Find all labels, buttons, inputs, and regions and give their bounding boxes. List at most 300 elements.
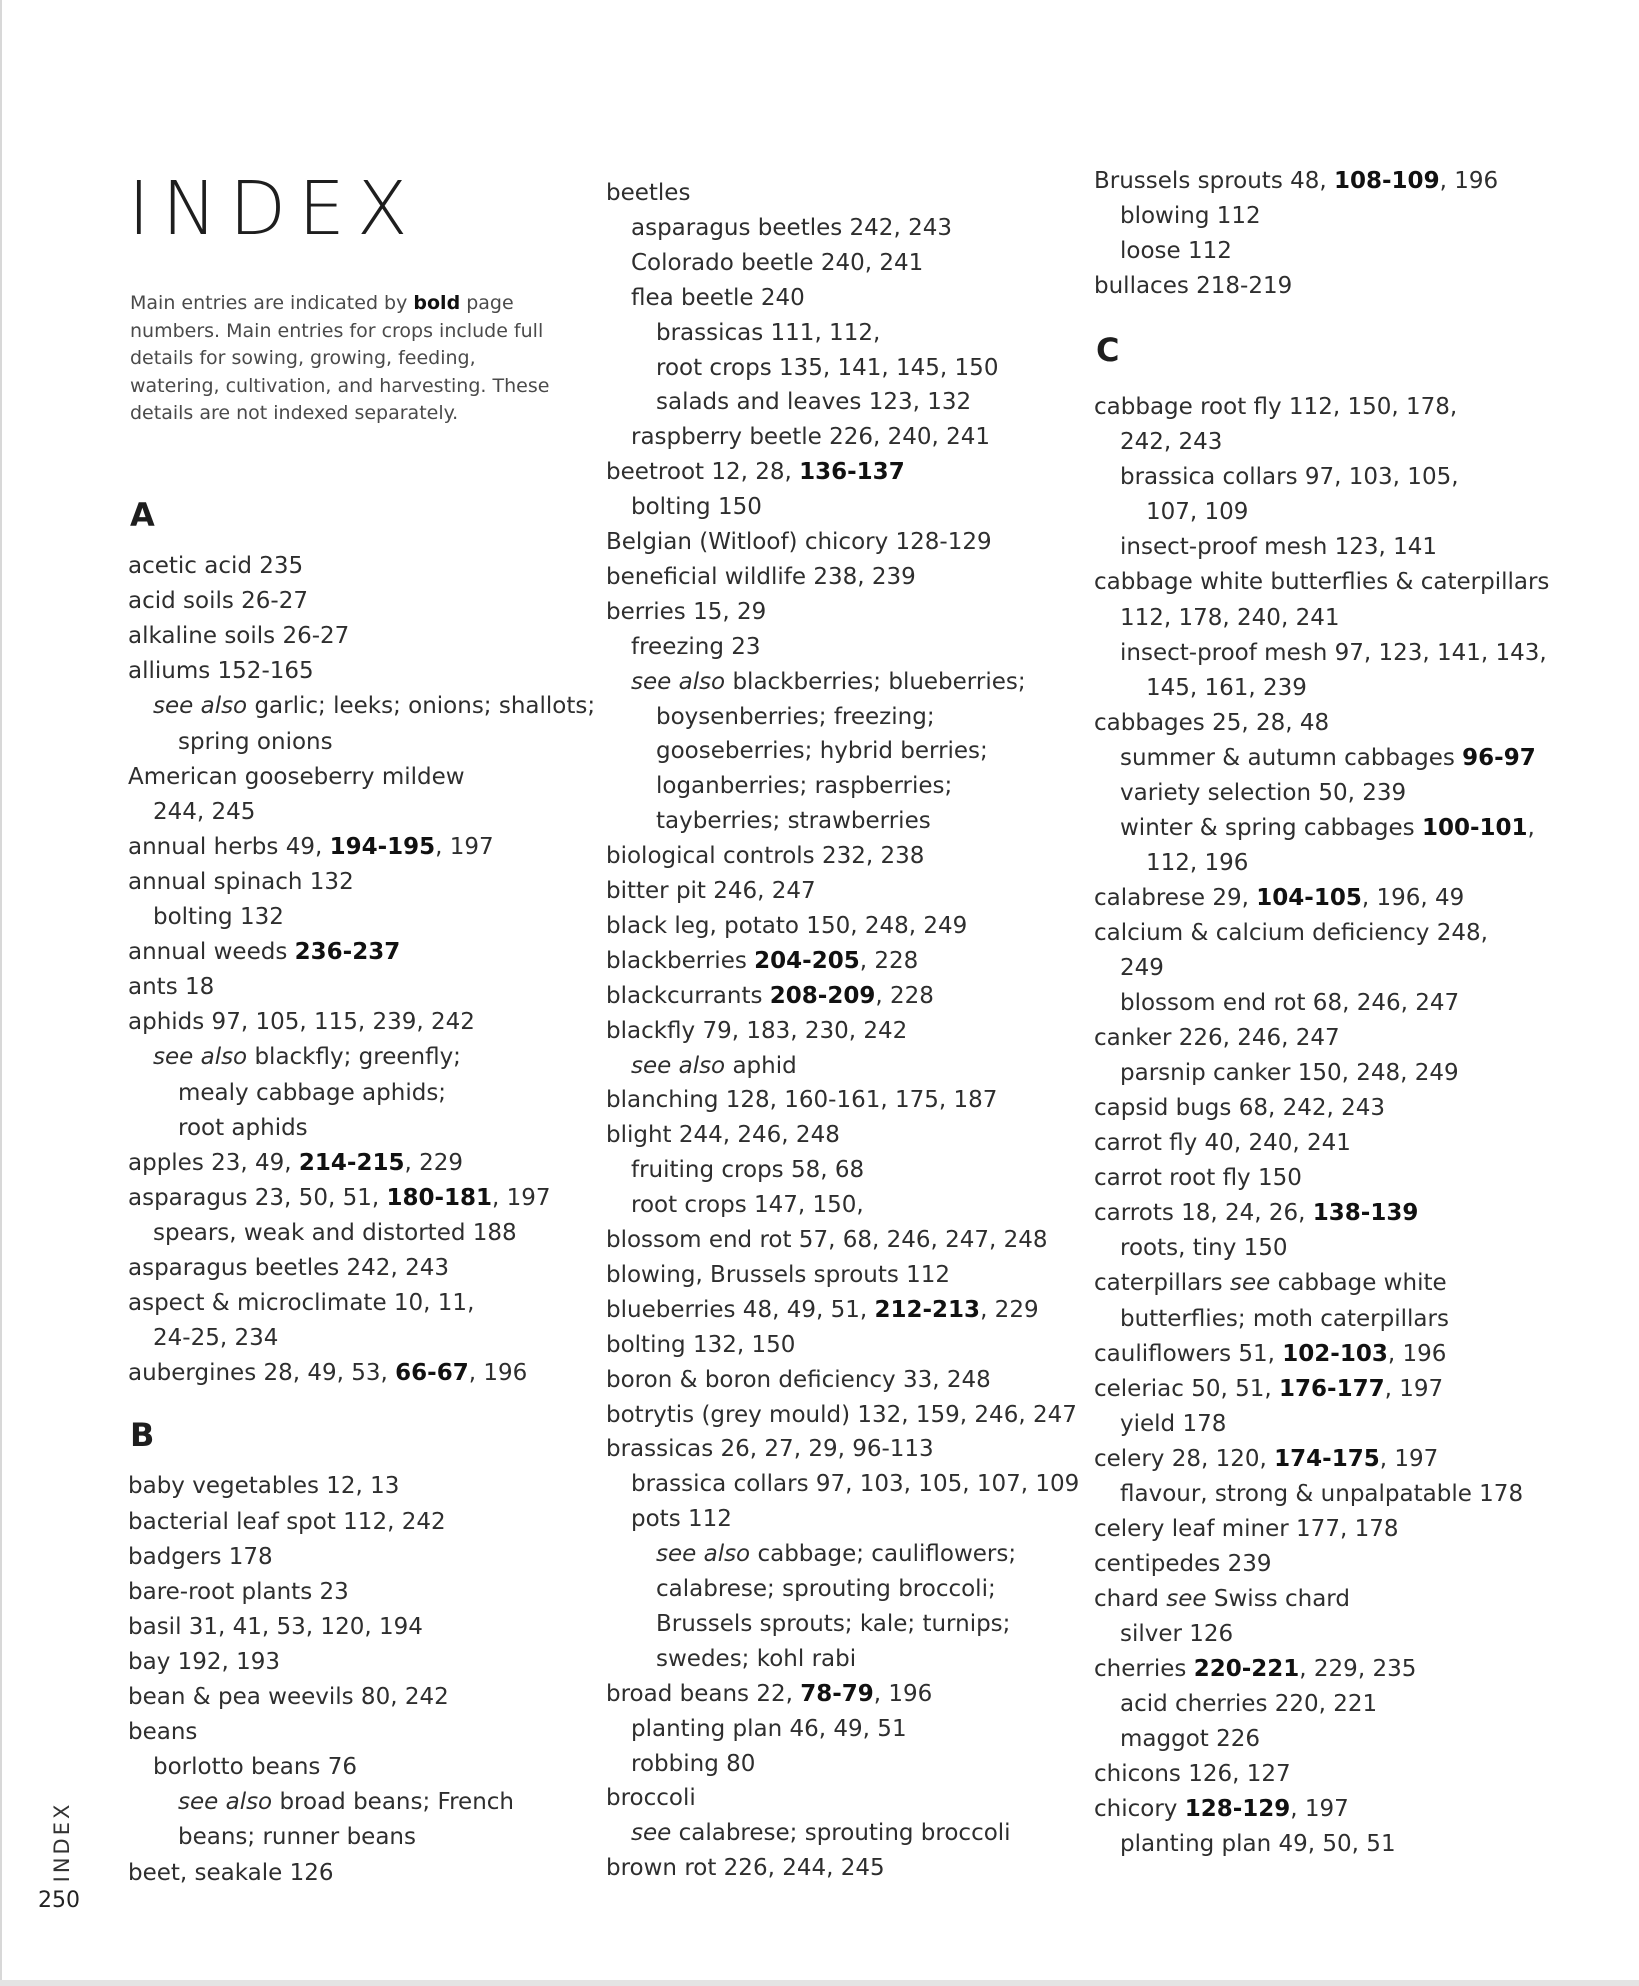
index-subentry (631, 213, 952, 243)
entry-text: calabrese 29, (1094, 884, 1257, 911)
bold-page-ref: 208-209 (769, 982, 876, 1009)
entry-text: alkaline soils 26-27 (128, 623, 350, 650)
index-entry (1094, 1444, 1438, 1474)
index-entry (1094, 1268, 1447, 1298)
entry-text: blackfly; greenfly; (247, 1044, 461, 1071)
index-subentry (153, 691, 595, 721)
entry-text: badgers 178 (128, 1543, 273, 1570)
index-subentry (1120, 988, 1459, 1018)
index-entry (128, 621, 349, 651)
entry-text: , 229 (980, 1296, 1039, 1323)
bold-page-ref: 180-181 (386, 1184, 493, 1211)
bold-page-ref: 174-175 (1274, 1445, 1380, 1472)
entry-text: acetic acid 235 (128, 553, 304, 579)
entry-text: borlotto beans 76 (153, 1754, 357, 1781)
index-entry (128, 1471, 399, 1501)
index-entry (1094, 1128, 1351, 1158)
entry-text: summer & autumn cabbages (1120, 744, 1463, 771)
entry-text: brassicas 111, 112, (656, 319, 881, 346)
entry-text: alliums 152-165 (128, 658, 314, 685)
bold-page-ref: 108-109 (1334, 168, 1440, 194)
index-subentry (631, 248, 923, 278)
index-subentry (631, 1155, 864, 1185)
entry-text: bay 192, 193 (128, 1648, 281, 1675)
index-entry (128, 937, 400, 967)
entry-text: , 196, 49 (1361, 884, 1465, 911)
entry-text: bolting 132, 150 (606, 1331, 796, 1358)
bold-page-ref: 104-105 (1256, 884, 1362, 911)
entry-text: ants 18 (128, 974, 215, 1001)
index-entry (606, 1783, 696, 1813)
cross-reference-label: see (631, 1820, 672, 1847)
entry-text: blueberries 48, 49, 51, (606, 1296, 875, 1323)
bold-page-ref: 102-103 (1282, 1340, 1388, 1367)
index-subentry (178, 1078, 446, 1108)
entry-text: acid soils 26-27 (128, 588, 309, 615)
index-entry (128, 1647, 280, 1677)
entry-text: annual spinach 132 (128, 868, 354, 895)
index-subentry (1120, 236, 1232, 266)
index-subentry (656, 702, 935, 732)
index-subentry (656, 353, 998, 383)
entry-text: capsid bugs 68, 242, 243 (1094, 1095, 1386, 1122)
index-subentry (1120, 1409, 1226, 1439)
entry-text: blossom end rot 68, 246, 247 (1120, 990, 1460, 1017)
index-entry (1094, 1654, 1416, 1684)
entry-text: , 228 (875, 982, 934, 1009)
index-entry (128, 1148, 463, 1178)
entry-text: Brussels sprouts; kale; turnips; (656, 1610, 1011, 1637)
entry-text: variety selection 50, 239 (1120, 779, 1407, 806)
entry-text: 249 (1120, 955, 1164, 981)
entry-text: Swiss chard (1206, 1585, 1350, 1612)
entry-text: annual weeds (128, 939, 295, 966)
intro-text-start: Main entries are indicated by (130, 292, 414, 314)
index-entry (128, 832, 494, 862)
index-entry (128, 1007, 475, 1037)
entry-text: blackberries (606, 947, 755, 974)
entry-text: aphid (725, 1052, 797, 1079)
entry-text: Colorado beetle 240, 241 (631, 249, 924, 276)
bold-page-ref: 176-177 (1279, 1375, 1385, 1402)
index-subentry (153, 902, 284, 932)
index-entry (1094, 271, 1292, 301)
index-entry (1094, 883, 1464, 913)
index-subentry (656, 1574, 996, 1604)
index-entry (606, 981, 934, 1011)
index-entry (1094, 918, 1488, 948)
entry-text: bean & pea weevils 80, 242 (128, 1684, 449, 1710)
entry-text: beneficial wildlife 238, 239 (606, 563, 916, 590)
index-subentry (1120, 778, 1406, 808)
entry-text: parsnip canker 150, 248, 249 (1120, 1060, 1459, 1087)
index-entry (1094, 166, 1498, 196)
page-title: INDEX (128, 166, 420, 252)
intro-note (130, 290, 550, 428)
entry-text: silver 126 (1120, 1620, 1234, 1647)
entry-text: cabbage white (1270, 1270, 1447, 1297)
entry-text: winter & spring cabbages (1120, 814, 1422, 841)
bold-page-ref: 236-237 (294, 939, 401, 966)
intro-text-bold: bold (413, 292, 461, 314)
entry-text: blossom end rot 57, 68, 246, 247, 248 (606, 1227, 1048, 1253)
entry-text: calabrese; sprouting broccoli (671, 1820, 1011, 1847)
index-entry (606, 527, 992, 557)
entry-text: calabrese; sprouting broccoli; (656, 1576, 996, 1602)
cross-reference-label: see also (631, 1052, 726, 1079)
index-entry (606, 841, 924, 871)
entry-text: , (1527, 814, 1535, 841)
index-subentry (656, 736, 988, 766)
entry-text: boysenberries; freezing; (656, 703, 935, 730)
entry-text: cauliflowers 51, (1094, 1340, 1283, 1367)
index-subentry (153, 797, 255, 827)
index-entry (1094, 1549, 1271, 1579)
index-subentry (631, 283, 805, 313)
cross-reference-label: see also (178, 1789, 273, 1816)
index-subentry (1120, 1829, 1396, 1859)
index-entry (128, 551, 303, 581)
index-entry (1094, 392, 1457, 422)
index-subentry (1120, 603, 1339, 633)
index-subentry (153, 1752, 357, 1782)
entry-text: , 196 (468, 1360, 528, 1387)
entry-text: calcium & calcium deficiency 248, (1094, 919, 1488, 946)
entry-text: , 196 (1387, 1340, 1447, 1367)
entry-text: bare-root plants 23 (128, 1578, 349, 1605)
index-subentry (1120, 201, 1261, 231)
entry-text: , 196 (1439, 168, 1499, 194)
section-letter-c: C (1096, 331, 1120, 370)
index-entry (128, 867, 354, 897)
entry-text: , 197 (1290, 1796, 1349, 1823)
entry-text: beans (128, 1719, 198, 1746)
entry-text: blackcurrants (606, 982, 770, 1009)
index-subentry (1120, 813, 1535, 843)
entry-text: broad beans 22, (606, 1680, 801, 1707)
entry-text: basil 31, 41, 53, 120, 194 (128, 1613, 423, 1640)
entry-text: blackfly 79, 183, 230, 242 (606, 1017, 908, 1044)
entry-text: bolting 150 (631, 494, 762, 521)
entry-text: , 229, 235 (1299, 1656, 1417, 1682)
bold-page-ref: 194-195 (329, 833, 436, 860)
index-entry (128, 1577, 349, 1607)
index-entry (606, 178, 690, 208)
index-entry (1094, 1339, 1446, 1369)
index-subentry (656, 806, 931, 836)
entry-text: blanching 128, 160-161, 175, 187 (606, 1087, 998, 1114)
entry-text: brown rot 226, 244, 245 (606, 1855, 885, 1882)
index-subentry (1120, 1724, 1260, 1754)
index-subentry (178, 1787, 514, 1817)
entry-text: annual herbs 49, (128, 833, 330, 860)
index-subentry (153, 1042, 461, 1072)
entry-text: garlic; leeks; onions; shallots; (247, 693, 596, 720)
entry-text: , 197 (1384, 1375, 1444, 1402)
index-subentry (153, 1218, 517, 1248)
entry-text: caterpillars (1094, 1270, 1230, 1297)
index-entry (606, 457, 905, 487)
entry-text: boron & boron deficiency 33, 248 (606, 1366, 991, 1393)
bold-page-ref: 78-79 (800, 1680, 874, 1707)
index-entry (128, 1183, 551, 1213)
index-entry (1094, 1794, 1349, 1824)
entry-text: Belgian (Witloof) chicory 128-129 (606, 529, 992, 555)
entry-text: biological controls 232, 238 (606, 843, 925, 870)
index-subentry (178, 1113, 308, 1143)
cross-reference-label: see also (153, 693, 248, 720)
index-entry (606, 1679, 932, 1709)
entry-text: canker 226, 246, 247 (1094, 1025, 1340, 1052)
index-subentry (631, 1714, 907, 1744)
index-entry (1094, 1514, 1398, 1544)
entry-text: cabbage; cauliflowers; (750, 1541, 1017, 1568)
entry-text: root crops 147, 150, (631, 1192, 864, 1219)
entry-text: aspect & microclimate 10, 11, (128, 1290, 475, 1317)
entry-text: butterflies; moth caterpillars (1120, 1305, 1449, 1332)
bold-page-ref: 96-97 (1462, 744, 1536, 771)
index-subentry (1120, 1479, 1523, 1509)
entry-text: Brussels sprouts 48, (1094, 168, 1334, 194)
entry-text: loose 112 (1120, 238, 1232, 265)
entry-text: black leg, potato 150, 248, 249 (606, 912, 968, 939)
entry-text: gooseberries; hybrid berries; (656, 738, 988, 765)
index-subentry (1120, 1233, 1288, 1263)
index-subentry (1120, 427, 1222, 457)
index-subentry (1120, 1058, 1459, 1088)
entry-text: freezing 23 (631, 633, 761, 660)
index-entry (128, 656, 314, 686)
entry-text: planting plan 46, 49, 51 (631, 1715, 907, 1742)
index-subentry (631, 492, 762, 522)
entry-text: carrots 18, 24, 26, (1094, 1200, 1313, 1227)
entry-text: baby vegetables 12, 13 (128, 1473, 400, 1500)
entry-text: spears, weak and distorted 188 (153, 1219, 517, 1246)
index-subentry (1120, 532, 1437, 562)
index-entry (606, 1225, 1048, 1255)
entry-text: yield 178 (1120, 1410, 1227, 1437)
bold-page-ref: 128-129 (1184, 1796, 1291, 1823)
entry-text: American gooseberry mildew (128, 763, 465, 790)
entry-text: flavour, strong & unpalpatable 178 (1120, 1480, 1524, 1507)
index-subentry (631, 1051, 797, 1081)
entry-text: planting plan 49, 50, 51 (1120, 1831, 1396, 1858)
intro-text-end: page numbers. Main entries for crops include full details for sowing, growing, feeding, watering, cultivation, and harvesting. These details are not indexed separately. (130, 292, 550, 424)
entry-text: beet, seakale 126 (128, 1859, 334, 1886)
entry-text: robbing 80 (631, 1750, 756, 1777)
entry-text: loganberries; raspberries; (656, 773, 953, 800)
entry-text: bitter pit 246, 247 (606, 878, 816, 904)
index-entry (128, 1717, 197, 1747)
entry-text: broad beans; French (272, 1789, 514, 1816)
entry-text: roots, tiny 150 (1120, 1235, 1288, 1262)
index-subentry (656, 1539, 1016, 1569)
bold-page-ref: 136-137 (799, 459, 905, 486)
entry-text: blight 244, 246, 248 (606, 1122, 840, 1149)
index-entry (1094, 1093, 1385, 1123)
entry-text: blackberries; blueberries; (725, 668, 1026, 695)
index-subentry (1120, 1304, 1449, 1334)
section-letter-a: A (130, 496, 155, 534)
index-entry (1094, 708, 1329, 738)
entry-text: bullaces 218-219 (1094, 273, 1293, 300)
index-subentry (1120, 953, 1164, 983)
index-entry (606, 1295, 1039, 1325)
index-subentry (656, 318, 880, 348)
entry-text: beetroot 12, 28, (606, 459, 800, 486)
index-subentry (178, 727, 333, 757)
side-running-head (42, 1790, 72, 1890)
bold-page-ref: 220-221 (1193, 1656, 1300, 1682)
index-entry (128, 586, 308, 616)
index-subentry (631, 1469, 1079, 1499)
index-subentry (656, 1609, 1010, 1639)
index-entry (128, 1253, 449, 1283)
entry-text: mealy cabbage aphids; (178, 1079, 447, 1106)
cross-reference-label: see also (153, 1044, 248, 1071)
index-entry (128, 1542, 273, 1572)
entry-text: carrot root fly 150 (1094, 1165, 1302, 1192)
index-subentry (656, 1644, 856, 1674)
entry-text: berries 15, 29 (606, 598, 767, 625)
entry-text: brassicas 26, 27, 29, 96-113 (606, 1436, 934, 1463)
entry-text: fruiting crops 58, 68 (631, 1157, 865, 1184)
index-entry (606, 1085, 997, 1115)
index-subentry (1120, 1689, 1377, 1719)
entry-text: 112, 196 (1146, 849, 1249, 876)
index-entry (606, 1853, 885, 1883)
index-entry (128, 762, 465, 792)
entry-text: insect-proof mesh 97, 123, 141, 143, (1120, 639, 1547, 666)
entry-text: blowing, Brussels sprouts 112 (606, 1261, 951, 1288)
entry-text: cabbage root fly 112, 150, 178, (1094, 394, 1458, 421)
index-entry (1094, 1163, 1302, 1193)
index-entry (606, 911, 967, 941)
entry-text: 244, 245 (153, 798, 256, 825)
entry-text: celery leaf miner 177, 178 (1094, 1515, 1399, 1542)
entry-text: flea beetle 240 (631, 284, 805, 311)
index-subentry (1120, 743, 1536, 773)
index-subentry (1120, 1619, 1233, 1649)
index-subentry (631, 422, 990, 452)
index-entry (1094, 1374, 1443, 1404)
entry-text: carrot fly 40, 240, 241 (1094, 1130, 1351, 1157)
entry-text: root aphids (178, 1114, 308, 1141)
entry-text: asparagus 23, 50, 51, (128, 1184, 387, 1211)
index-subentry (1120, 638, 1547, 668)
index-entry (606, 1260, 950, 1290)
entry-text: beans; runner beans (178, 1824, 416, 1851)
entry-text: , 228 (859, 947, 919, 974)
entry-text: chicory (1094, 1796, 1185, 1823)
entry-text: chard (1094, 1585, 1167, 1612)
entry-text: cabbages 25, 28, 48 (1094, 709, 1330, 736)
side-running-head-text: INDEX (50, 1801, 74, 1883)
index-entry (606, 1365, 991, 1395)
entry-text: , 197 (492, 1184, 551, 1211)
entry-text: root crops 135, 141, 145, 150 (656, 354, 999, 381)
page-bottom-edge (0, 1980, 1639, 1986)
index-entry (128, 1358, 527, 1388)
index-entry (606, 876, 816, 906)
entry-text: 107, 109 (1146, 499, 1249, 526)
entry-text: celeriac 50, 51, (1094, 1375, 1280, 1402)
index-entry (1094, 1759, 1291, 1789)
entry-text: asparagus beetles 242, 243 (631, 214, 952, 241)
entry-text: asparagus beetles 242, 243 (128, 1255, 449, 1281)
index-subentry (631, 1818, 1011, 1848)
page-number: 250 (38, 1888, 80, 1913)
bold-page-ref: 204-205 (754, 947, 860, 974)
entry-text: maggot 226 (1120, 1726, 1260, 1753)
cross-reference-label: see (1166, 1585, 1207, 1612)
index-subentry (1120, 462, 1459, 492)
index-subentry (178, 1822, 416, 1852)
entry-text: brassica collars 97, 103, 105, 107, 109 (631, 1471, 1080, 1498)
entry-text: , 197 (1379, 1445, 1439, 1472)
index-subentry (631, 632, 761, 662)
index-subentry (631, 1190, 864, 1220)
index-entry (606, 1400, 1077, 1430)
entry-text: , 196 (873, 1680, 933, 1707)
entry-text: celery 28, 120, (1094, 1445, 1275, 1472)
index-entry (128, 1288, 474, 1318)
entry-text: raspberry beetle 226, 240, 241 (631, 424, 991, 451)
index-subentry (631, 1749, 755, 1779)
cross-reference-label: see also (656, 1541, 751, 1568)
index-subentry (153, 1323, 278, 1353)
index-entry (606, 1016, 907, 1046)
entry-text: beetles (606, 180, 691, 206)
entry-text: pots 112 (631, 1506, 732, 1533)
entry-text: 112, 178, 240, 241 (1120, 604, 1340, 631)
bold-page-ref: 214-215 (298, 1149, 405, 1176)
entry-text: , 197 (435, 833, 494, 860)
index-entry (1094, 1198, 1418, 1228)
entry-text: broccoli (606, 1785, 696, 1812)
index-entry (606, 562, 916, 592)
index-subentry (656, 771, 952, 801)
index-entry (1094, 1023, 1340, 1053)
index-entry (128, 1858, 334, 1888)
entry-text: spring onions (178, 728, 333, 755)
entry-text: brassica collars 97, 103, 105, (1120, 464, 1459, 491)
index-entry (128, 1682, 449, 1712)
cross-reference-label: see (1229, 1270, 1271, 1297)
index-entry (1094, 1584, 1350, 1614)
entry-text: swedes; kohl rabi (656, 1645, 857, 1672)
entry-text: cherries (1094, 1656, 1194, 1682)
entry-text: 24-25, 234 (153, 1325, 279, 1352)
index-entry (606, 946, 918, 976)
bold-page-ref: 66-67 (395, 1360, 469, 1387)
entry-text: bolting 132 (153, 904, 284, 930)
bold-page-ref: 100-101 (1421, 814, 1528, 841)
entry-text: aubergines 28, 49, 53, (128, 1360, 396, 1387)
index-entry (128, 1612, 423, 1642)
entry-text: aphids 97, 105, 115, 239, 242 (128, 1009, 475, 1036)
index-entry (128, 1507, 446, 1537)
entry-text: cabbage white butterflies & caterpillars (1094, 569, 1550, 596)
index-entry (606, 597, 766, 627)
entry-text: chicons 126, 127 (1094, 1761, 1291, 1788)
index-entry (1094, 567, 1549, 597)
entry-text: apples 23, 49, (128, 1149, 299, 1176)
entry-text: tayberries; strawberries (656, 808, 931, 835)
index-subentry (1146, 497, 1248, 527)
index-subentry (1146, 673, 1307, 703)
index-entry (606, 1330, 795, 1360)
